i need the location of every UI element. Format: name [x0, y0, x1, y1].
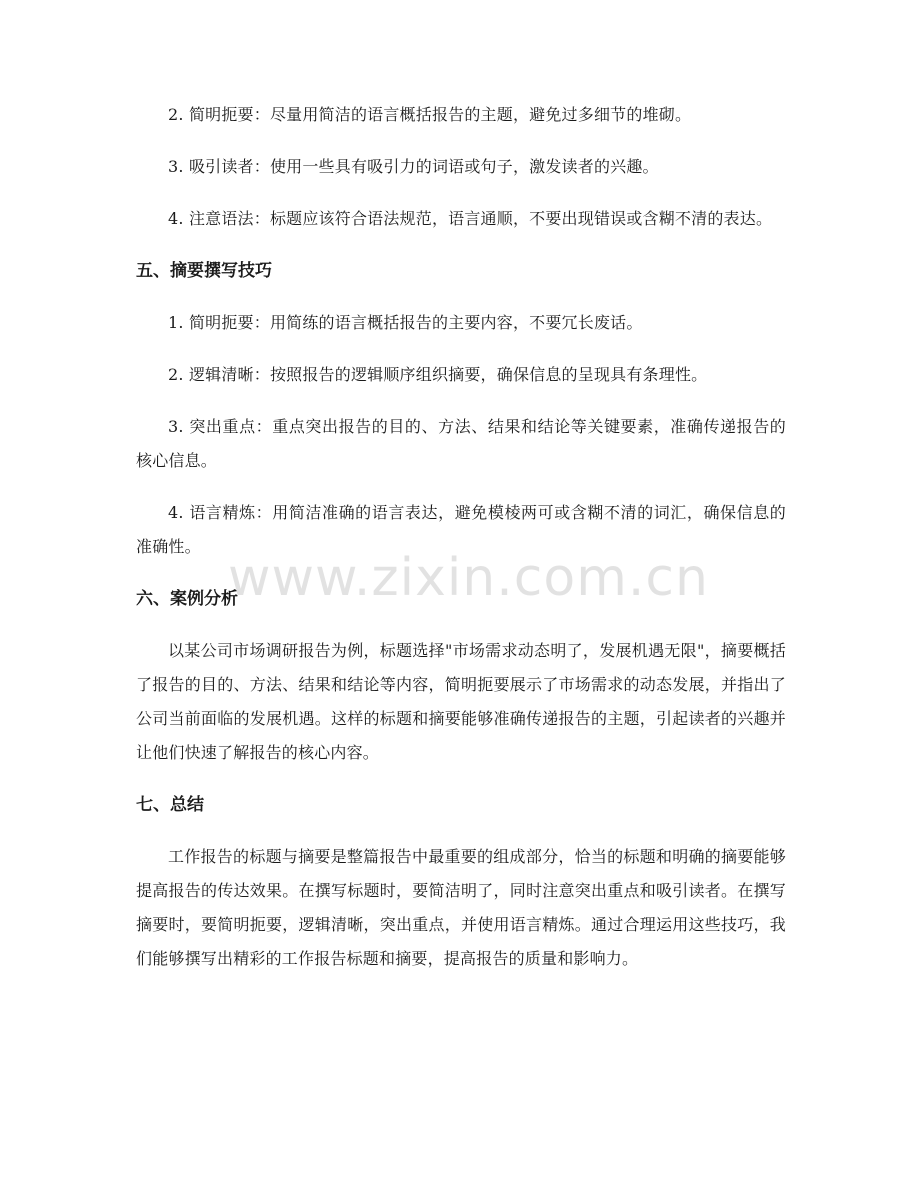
section-heading-5: 五、摘要撰写技巧 — [136, 261, 272, 281]
list-item: 4. 注意语法：标题应该符合语法规范，语言通顺，不要出现错误或含糊不清的表达。 — [168, 209, 773, 228]
case-analysis-paragraph: 以某公司市场调研报告为例，标题选择"市场需求动态明了，发展机遇无限"，摘要概括了报告的目的、方法、结果和结论等内容，简明扼要展示了市场需求的动态发展，并指出了公司当前面临的发展机遇。这样的标题和摘要能够准确传递报告的主题，引起读者的兴趣并让他们快速了解报告的核心内容。 — [136, 641, 786, 762]
list-item: 4. 语言精炼：用简洁准确的语言表达，避免模棱两可或含糊不清的词汇，确保信息的准确性。 — [136, 503, 786, 556]
document-body — [136, 98, 786, 994]
list-item: 1. 简明扼要：用简练的语言概括报告的主要内容，不要冗长废话。 — [168, 313, 643, 332]
watermark: www.zixin.com.cn — [228, 548, 709, 608]
list-item: 3. 吸引读者：使用一些具有吸引力的词语或句子，激发读者的兴趣。 — [168, 157, 659, 176]
section-heading-7: 七、总结 — [136, 795, 204, 815]
section-heading-6: 六、案例分析 — [136, 589, 238, 609]
summary-paragraph: 工作报告的标题与摘要是整篇报告中最重要的组成部分，恰当的标题和明确的摘要能够提高报告的传达效果。在撰写标题时，要简洁明了，同时注意突出重点和吸引读者。在撰写摘要时，要简明扼要，逻辑清晰，突出重点，并使用语言精炼。通过合理运用这些技巧，我们能够撰写出精彩的工作报告标题和摘要，提高报告的质量和影响力。 — [136, 847, 786, 968]
list-item: 2. 逻辑清晰：按照报告的逻辑顺序组织摘要，确保信息的呈现具有条理性。 — [168, 365, 708, 384]
list-item: 3. 突出重点：重点突出报告的目的、方法、结果和结论等关键要素，准确传递报告的核心信息。 — [136, 417, 786, 470]
list-item: 2. 简明扼要：尽量用简洁的语言概括报告的主题，避免过多细节的堆砌。 — [168, 105, 692, 124]
